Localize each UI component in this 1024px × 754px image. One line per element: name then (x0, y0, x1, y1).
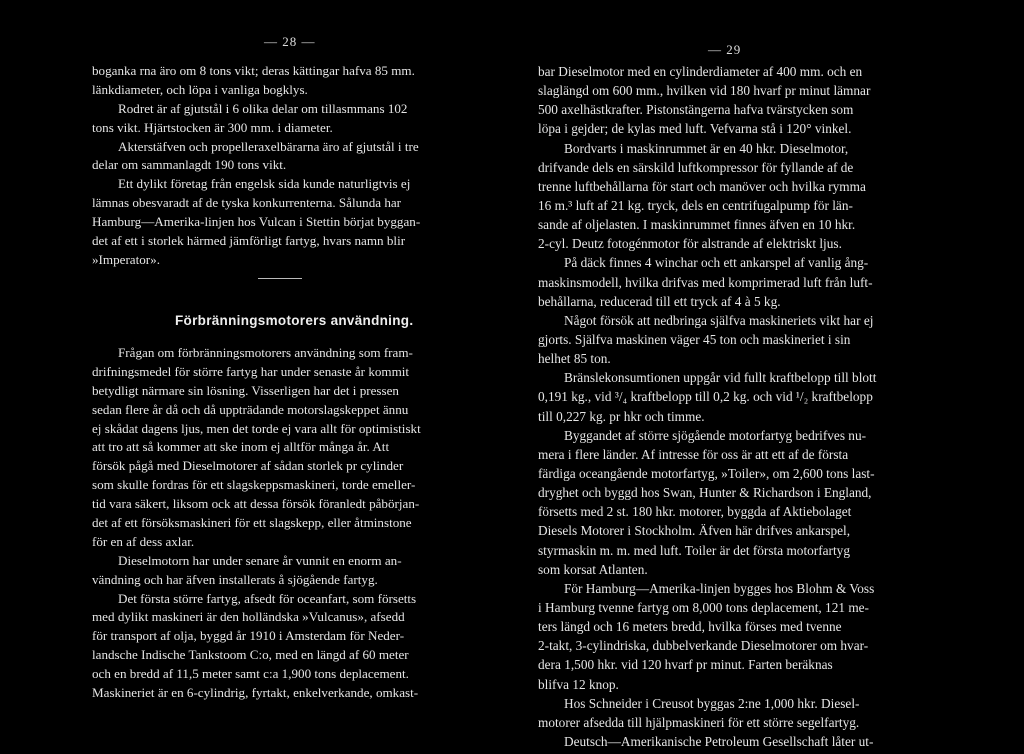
text-line: 0,191 kg., vid ³/₄ kraftbelopp till 0,2 kg. och vid ¹/₂ kraftbelopp (538, 389, 873, 405)
text-line: delar om sammanlagdt 190 tons vikt. (92, 157, 287, 173)
text-line: löpa i gejder; de kylas med luft. Vefvarna stå i 120° vinkel. (538, 121, 852, 137)
text-line: Byggandet af större sjögående motorfartyg bedrifves nu- (564, 427, 867, 443)
text-line: och en bredd af 11,5 meter samt c:a 1,900 tons deplacement. (92, 666, 409, 682)
text-line: med dylikt maskineri är den holländska »Vulcanus», afsedd (92, 609, 405, 625)
text-line: det af ett försöksmaskineri för ett slagskepp, eller åtminstone (92, 515, 412, 531)
text-line: mera i flere länder. Af intresse för oss är att ett af de första (538, 446, 849, 462)
text-line: 2-takt, 3-cylindriska, dubbelverkande Dieselmotorer om hvar- (538, 638, 869, 654)
text-line: »Imperator». (92, 251, 160, 267)
text-line: Akterstäfven och propelleraxelbärarna äro af gjutstål i tre (118, 138, 419, 154)
text-line: För Hamburg—Amerika-linjen bygges hos Blohm & Voss (564, 580, 875, 596)
text-line: som korsat Atlanten. (538, 561, 648, 577)
text-line: Det första större fartyg, afsedt för oceanfart, som försetts (118, 590, 417, 606)
text-line: drifningsmedel för större fartyg har under senaste år kommit (92, 363, 410, 379)
text-line: länkdiameter, och löpa i vanliga bogklys. (92, 81, 308, 97)
text-line: dera 1,500 hkr. vid 120 hvarf pr minut. Farten beräknas (538, 657, 833, 673)
text-line: maskinsmodell, hvilka drifvas med komprimerad luft från luft- (538, 274, 873, 290)
text-line: trenne luftbehållarna för start och manöver och hvilka rymma (538, 178, 866, 194)
left-paragraphs-top (92, 62, 494, 270)
text-line: betydligt närmare sin lösning. Visserligen har det i pressen (92, 382, 399, 398)
text-line: för en af dess axlar. (92, 533, 195, 549)
text-line: dryghet och byggd hos Swan, Hunter & Richardson i England, (538, 485, 872, 501)
text-line: Bordvarts i maskinrummet är en 40 hkr. Dieselmotor, (564, 140, 849, 156)
text-line: Bränslekonsumtionen uppgår vid fullt kraftbelopp till blott (564, 370, 877, 386)
text-line: Något försök att nedbringa själfva maskineriets vikt har ej (564, 312, 874, 328)
page-number-left: — 28 — (264, 34, 316, 49)
text-line: bar Dieselmotor med en cylinderdiameter af 400 mm. och en (538, 64, 863, 79)
text-line: tons vikt. Hjärtstocken är 300 mm. i diameter. (92, 119, 333, 135)
section-divider (258, 278, 302, 279)
text-line: slaglängd om 600 mm., hvilken vid 180 hvarf pr minut lämnar (538, 83, 871, 99)
text-line: det af ett i storlek härmed jämförligt fartyg, hvars namn blir (92, 233, 406, 249)
text-line: 16 m.³ luft af 21 kg. tryck, dels en centrifugalpump för län- (538, 197, 853, 213)
text-line: drifvande dels en särskild luftkompressor för fyllande af de (538, 159, 854, 175)
text-line: boganka rna äro om 8 tons vikt; deras kättingar hafva 85 mm. (92, 63, 415, 78)
text-line: försök pågå med Dieselmotorer af sådan storlek pr cylinder (92, 458, 404, 474)
text-line: Hamburg—Amerika-linjen hos Vulcan i Stettin börjat byggan- (92, 214, 421, 230)
text-line: Dieselmotorn har under senare år vunnit en enorm an- (118, 552, 402, 568)
text-line: Frågan om förbränningsmotorers användning som fram- (118, 345, 413, 360)
text-line: lämnas obesvaradt af de tyska konkurrenterna. Sålunda har (92, 195, 402, 211)
text-line: färdiga oceangående motorfartyg, »Toiler», om 2,600 tons last- (538, 465, 875, 481)
right-page (512, 0, 1024, 754)
text-line: behållarna, reducerad till ett tryck af 4 à 5 kg. (538, 293, 781, 309)
text-line: till 0,227 kg. pr hkr och timme. (538, 408, 705, 424)
text-line: helhet 85 ton. (538, 351, 611, 367)
text-line: Hos Schneider i Creusot byggas 2:ne 1,000 hkr. Diesel- (564, 695, 860, 711)
text-line: gjorts. Själfva maskinen väger 45 ton och maskineriet i sin (538, 331, 851, 347)
text-line: försetts med 2 st. 180 hkr. motorer, byggda af Aktiebolaget (538, 504, 852, 520)
text-line: sande af oljelasten. I maskinrummet finnes äfven en 10 hkr. (538, 217, 856, 233)
left-paragraphs-bottom (92, 344, 494, 703)
text-line: Rodret är af gjutstål i 6 olika delar om tillasmmans 102 (118, 100, 408, 116)
text-line: 2-cyl. Deutz fotogénmotor för alstrande af elektriskt ljus. (538, 236, 842, 252)
text-line: Maskineriet är en 6-cylindrig, fyrtakt, enkelverkande, omkast- (92, 685, 419, 701)
text-line: som skulle fordras för ett slagskeppsmaskineri, torde emeller- (92, 477, 416, 493)
text-line: ej skådat dagens ljus, men det torde ej vara allt för optimistiskt (92, 420, 421, 436)
text-line: landsche Indische Tankstoom C:o, med en längd af 60 meter (92, 647, 409, 663)
page-number-right: — 29 (708, 42, 742, 57)
text-line: vändning och har äfven installerats å sjögående fartyg. (92, 571, 378, 587)
text-line: i Hamburg tvenne fartyg om 8,000 tons deplacement, 121 me- (538, 599, 869, 615)
text-line: motorer afsedda till hjälpmaskineri för ett större segelfartyg. (538, 714, 860, 730)
text-line: sedan flere år då och då uppträdande motorslagskeppet ännu (92, 401, 409, 417)
text-line: blifva 12 knop. (538, 676, 619, 692)
text-line: Diesels Motorer i Stockholm. Äfven här drifves ankarspel, (538, 523, 851, 539)
text-line: att tro att så kommer att ske inom ej alltför många år. Att (92, 439, 390, 455)
text-line: Deutsch—Amerikanische Petroleum Gesellschaft låter ut- (564, 733, 874, 749)
text-line: tid vara säkert, liksom ock att dessa försök föranledt påbörjan- (92, 496, 420, 512)
text-line: På däck finnes 4 winchar och ett ankarspel af vanlig ång- (564, 255, 869, 271)
section-heading: Förbränningsmotorers användning. (175, 313, 414, 328)
right-paragraphs (538, 62, 1008, 751)
text-line: ters längd och 16 meters bredd, hvilka förses med tvenne (538, 619, 842, 635)
text-line: Ett dylikt företag från engelsk sida kunde naturligtvis ej (118, 176, 411, 192)
text-line: för transport af olja, byggd år 1910 i Amsterdam för Neder- (92, 628, 405, 644)
text-line: styrmaskin m. m. med luft. Toiler är det första motorfartyg (538, 542, 850, 558)
text-line: 500 axelhästkrafter. Pistonstängerna hafva tvärstycken som (538, 102, 854, 118)
